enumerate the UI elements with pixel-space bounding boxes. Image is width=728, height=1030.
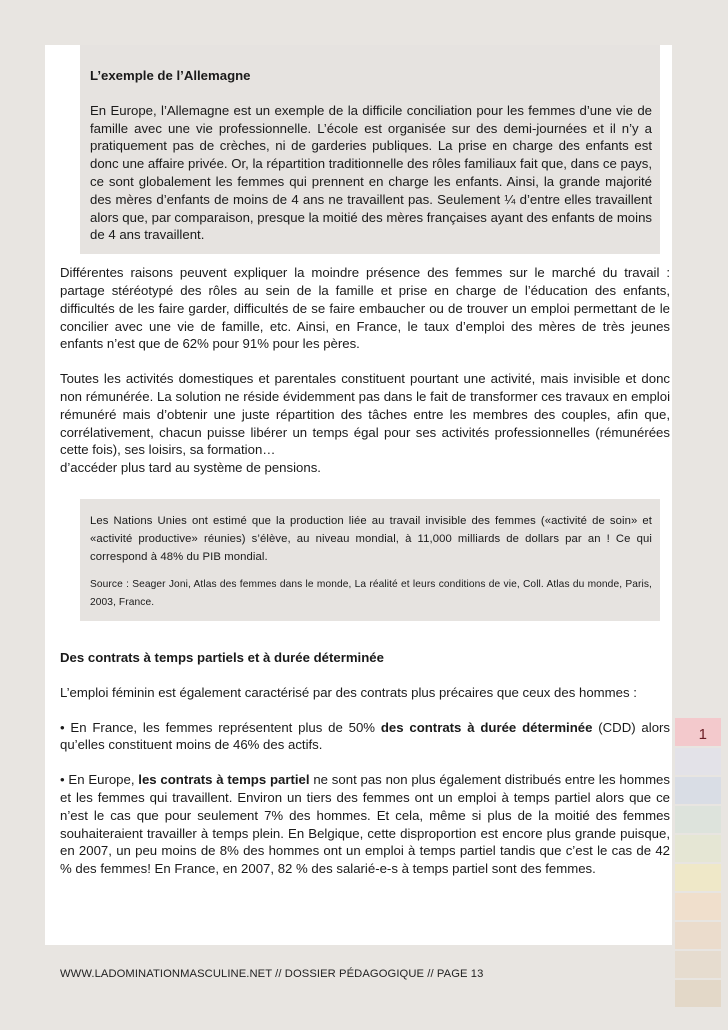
paragraph-reasons: Différentes raisons peuvent expliquer la moindre présence des femmes sur le marché du travail : partage stéréotypé des rôles au sein de la famille et prise en charge de l’éducation des enfants, difficultés de les faire garder, difficultés de se faire embaucher ou de trouver un emploi permettant de le concilier avec une vie de famille, etc. Ainsi, en France, le taux d’emploi des mères de très jeunes enfants n’est que de 62% pour 91% pour les pères. — [60, 265, 670, 352]
main-content — [60, 45, 670, 878]
germany-example-box — [80, 45, 660, 254]
chapter-tab[interactable] — [675, 922, 721, 949]
chapter-tab[interactable] — [675, 806, 721, 833]
box-text: En Europe, l’Allemagne est un exemple de la difficile conciliation pour les femmes d’une vie de famille avec une vie professionnelle. L’école est organisée sur des demi-journées et il n’y a pratiquement pas de crèches, ni de garderies publiques. La prise en charge des enfants est donc une affaire privée. Or, la répartition traditionnelle des rôles familiaux fait que, dans ce pays, ce sont globalement les femmes qui prennent en charge les enfants. Ainsi, la grande majorité des mères d’enfants de moins de 4 ans ne travaillent pas. Seulement ¼ d’entre elles travaillent alors que, par comparaison, presque la moitié des mères françaises ayant des enfants de moins de 4 ans travaillent. — [90, 102, 653, 243]
section-intro: L’emploi féminin est également caractérisé par des contrats plus précaires que ceux des hommes : — [60, 684, 637, 700]
bullet-france — [60, 719, 670, 755]
chapter-tab[interactable] — [675, 835, 721, 862]
chapter-tab[interactable] — [675, 748, 721, 775]
section-title: Des contrats à temps partiels et à durée déterminée — [60, 649, 384, 665]
bullet-europe — [60, 771, 670, 878]
quote-text: Les Nations Unies ont estimé que la production liée au travail invisible des femmes («activité de soin» et «activité productive» réunies) s’élève, au niveau mondial, à 11,000 milliards de dollars par an ! Ce qui correspond à 48% du PIB mondial. — [90, 514, 652, 563]
chapter-tab[interactable] — [675, 951, 721, 978]
bullet-europe-suffix: ne sont pas non plus également distribués entre les hommes et les femmes qui travaillent. Environ un tiers des femmes ont un emploi à temps partiel alors que ce n’est le cas que pour seulement 7% des hommes. Et cela, même si plus de la moitié des femmes souhaiteraient travailler à temps plein. En Belgique, cette disproportion est encore plus grande puisque, en 2007, un peu moins de 8% des hommes ont un emploi à temps partiel tandis que c’est le cas de 42 % des femmes! En France, en 2007, 82 % des salarié-e-s à temps partiel sont des femmes. — [60, 772, 670, 877]
bullet-france-bold: des contrats à durée déterminée — [380, 719, 593, 735]
un-quote-box — [80, 499, 660, 621]
chapter-tab[interactable] — [675, 893, 721, 920]
chapter-tab-1[interactable]: 1 — [675, 718, 721, 746]
paragraph-domestic: Toutes les activités domestiques et parentales constituent pourtant une activité, mais invisible et donc non rémunérée. La solution ne réside évidemment pas dans le fait de transformer ces travaux en emploi rémunéré mais d’obtenir une juste répartition des tâches entre les membres des couples, afin que, corrélativement, chacun puisse libérer un temps égal pour ses activités professionnelles (rémunérées cette fois), ses loisirs, sa formation… — [60, 371, 670, 458]
chapter-tab[interactable] — [675, 864, 721, 891]
paragraph-pensions: d’accéder plus tard au système de pensions. — [60, 460, 321, 476]
page-sheet — [45, 45, 672, 945]
bullet-europe-prefix: • En Europe, — [60, 772, 139, 788]
quote-source: Source : Seager Joni, Atlas des femmes dans le monde, La réalité et leurs conditions de vie, Coll. Atlas du monde, Paris, 2003, France. — [90, 578, 652, 608]
chapter-tab[interactable] — [675, 777, 721, 804]
bullet-france-prefix: • En France, les femmes représentent plus de 50% — [60, 719, 381, 735]
chapter-tab[interactable] — [675, 980, 721, 1007]
box-title: L’exemple de l’Allemagne — [90, 68, 251, 83]
footer-text: WWW.LADOMINATIONMASCULINE.NET // DOSSIER PÉDAGOGIQUE // PAGE 13 — [60, 968, 484, 980]
bullet-europe-bold: les contrats à temps partiel — [138, 772, 310, 788]
bullet-france-suffix: (CDD) alors qu’elles constituent moins de 46% des actifs. — [60, 719, 671, 753]
chapter-tabs — [675, 718, 721, 1009]
